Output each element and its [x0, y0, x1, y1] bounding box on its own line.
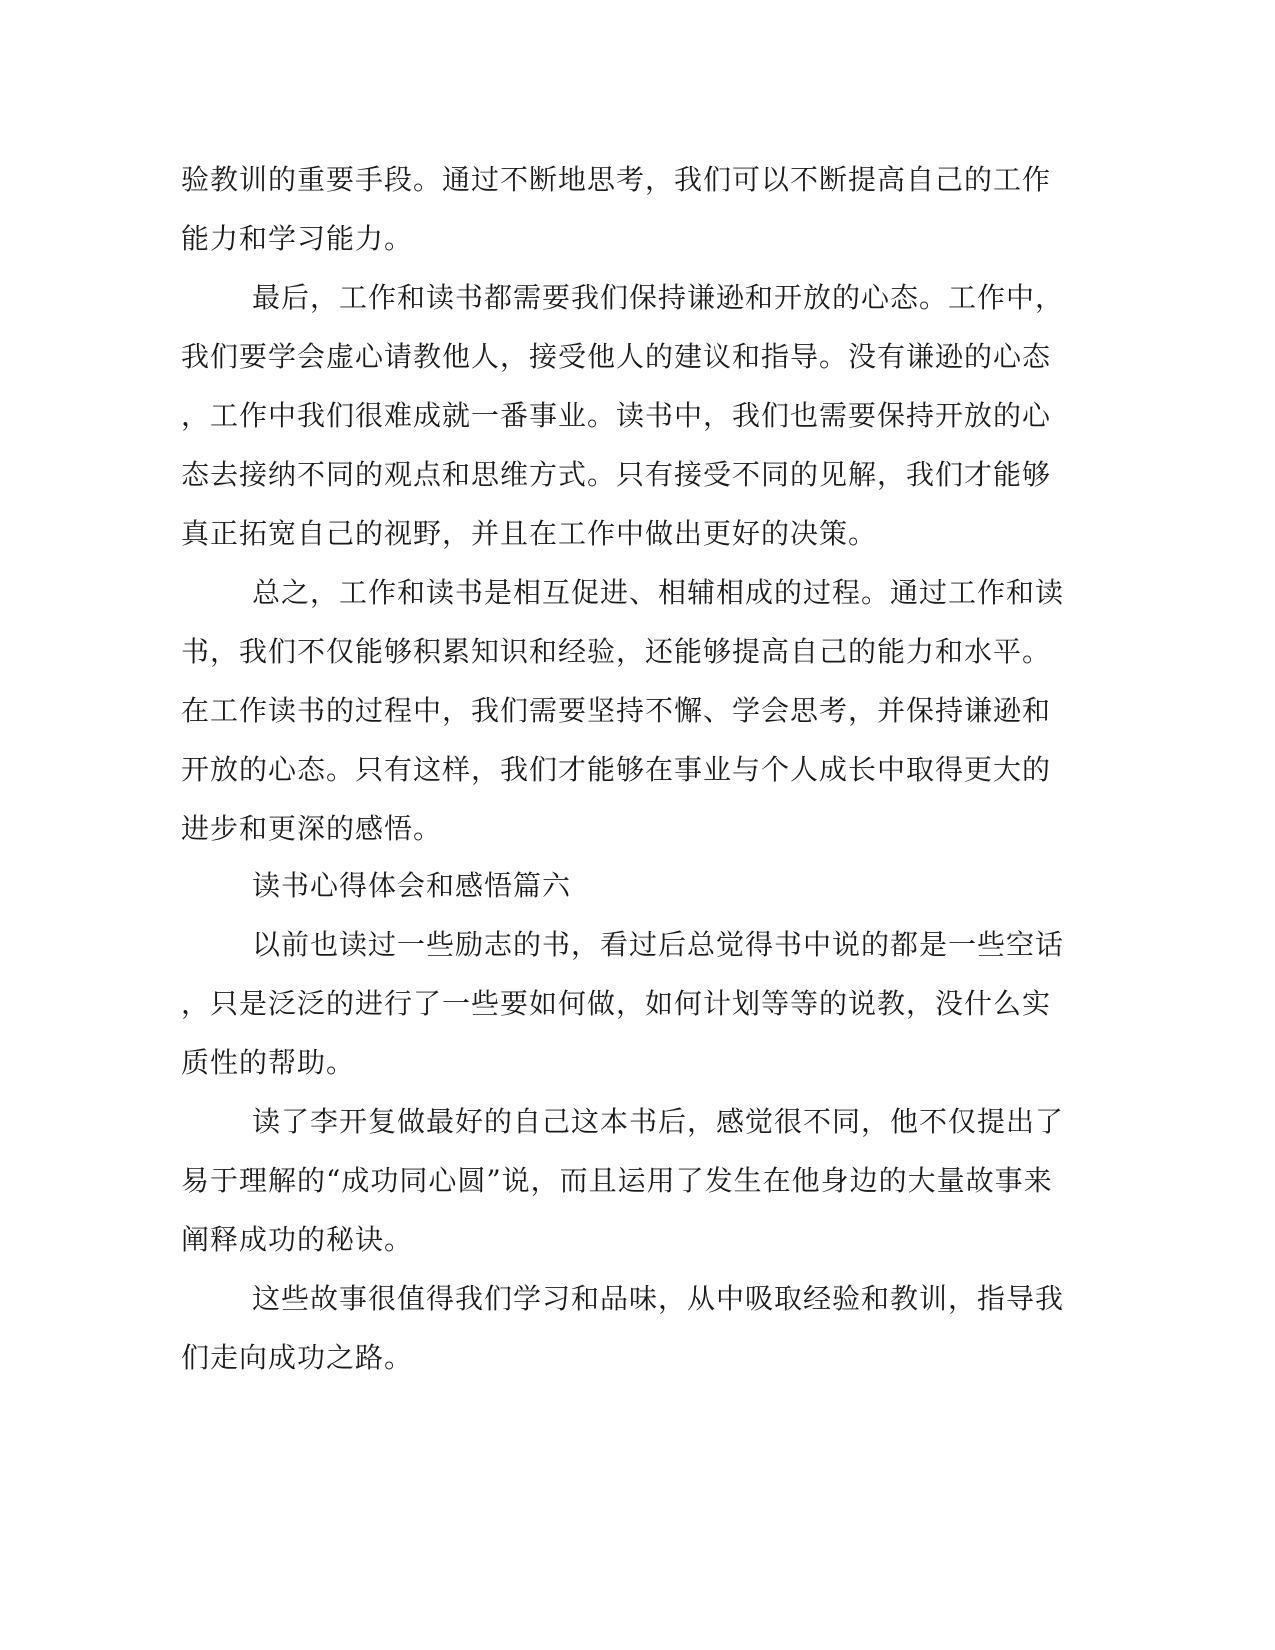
text-line: 最后，工作和读书都需要我们保持谦逊和开放的心态。工作中， [252, 281, 1065, 314]
text-line: 书，我们不仅能够积累知识和经验，还能够提高自己的能力和水平。 [181, 635, 1052, 668]
text-line: ，工作中我们很难成就一番事业。读书中，我们也需要保持开放的心 [181, 399, 1052, 432]
text-line: 验教训的重要手段。通过不断地思考，我们可以不断提高自己的工作 [181, 163, 1052, 196]
text-line: 这些故事很值得我们学习和品味，从中吸取经验和教训，指导我 [252, 1282, 1065, 1315]
text-line: 真正拓宽自己的视野，并且在工作中做出更好的决策。 [181, 517, 878, 550]
text-line: 阐释成功的秘诀。 [181, 1223, 414, 1256]
section-heading: 读书心得体会和感悟篇六 [252, 869, 572, 902]
text-line: 质性的帮助。 [181, 1046, 356, 1079]
text-line: 们走向成功之路。 [181, 1341, 414, 1374]
text-line: 态去接纳不同的观点和思维方式。只有接受不同的见解，我们才能够 [181, 458, 1052, 491]
text-line: 总之，工作和读书是相互促进、相辅相成的过程。通过工作和读 [252, 576, 1065, 609]
text-line: 在工作读书的过程中，我们需要坚持不懈、学会思考，并保持谦逊和 [181, 694, 1052, 727]
text-line: 以前也读过一些励志的书，看过后总觉得书中说的都是一些空话 [252, 928, 1065, 961]
text-line: 开放的心态。只有这样，我们才能够在事业与个人成长中取得更大的 [181, 753, 1052, 786]
text-line: 我们要学会虚心请教他人，接受他人的建议和指导。没有谦逊的心态 [181, 340, 1052, 373]
text-line: ，只是泛泛的进行了一些要如何做，如何计划等等的说教，没什么实 [181, 987, 1052, 1020]
text-line: 读了李开复做最好的自己这本书后，感觉很不同，他不仅提出了 [252, 1105, 1065, 1138]
text-line: 易于理解的“成功同心圆”说，而且运用了发生在他身边的大量故事来 [181, 1164, 1053, 1197]
text-line: 能力和学习能力。 [181, 222, 414, 255]
text-line: 进步和更深的感悟。 [181, 812, 443, 845]
